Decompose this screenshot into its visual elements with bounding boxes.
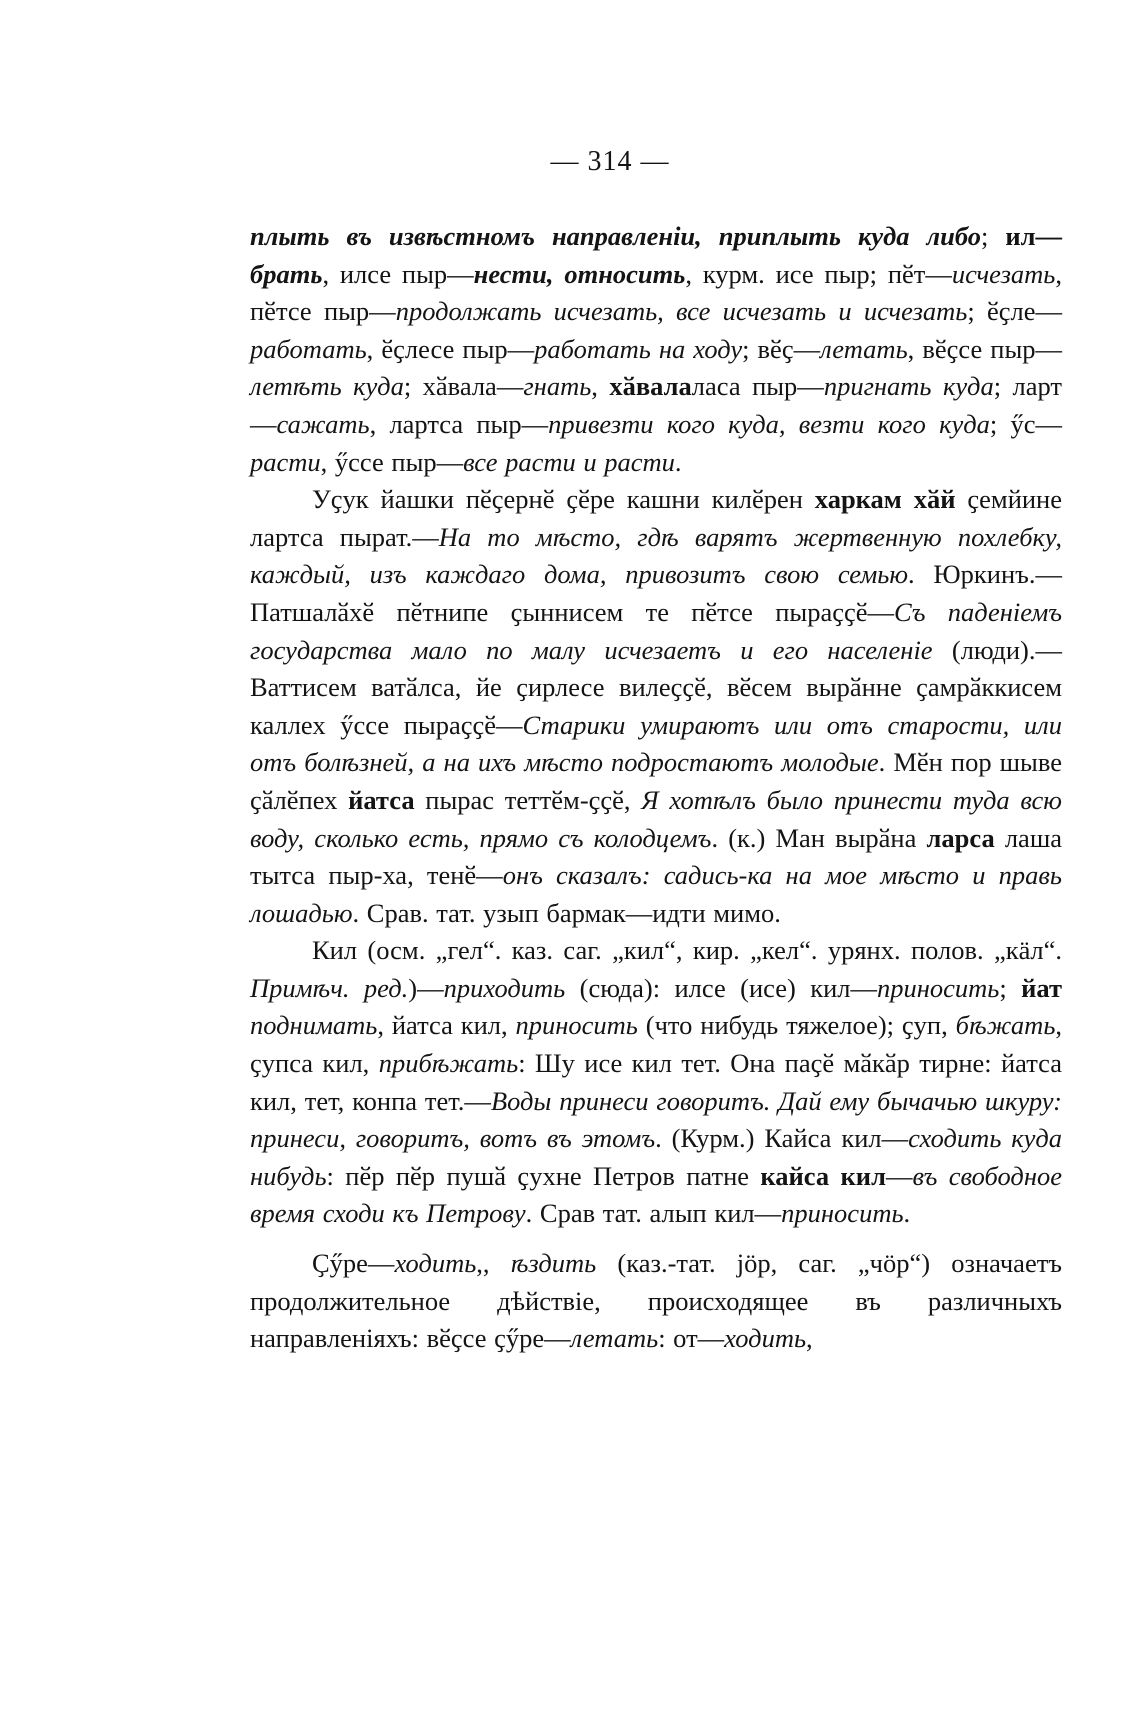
russian-gloss: сходить куда нибудь xyxy=(250,1123,1062,1191)
russian-gloss: летать xyxy=(820,333,908,364)
russian-gloss: Старики умираютъ или отъ старости, или отъ болѣзней, а на ихъ мѣсто подростаютъ молодые xyxy=(250,709,1062,778)
text-run: , курм. исе пыр; пӗт— xyxy=(685,258,952,289)
body-text xyxy=(250,218,1062,1358)
text-run: пырас теттӗм-ҫҫӗ, xyxy=(414,784,642,815)
text-run: : от— xyxy=(658,1323,725,1354)
text-run: , лартса пыр— xyxy=(369,408,549,439)
russian-gloss: плыть въ извѣстномъ направленіи, приплыть куда либо xyxy=(250,221,981,251)
text-run: Уҫук йашки пӗҫернӗ ҫӗре кашни килӗрен xyxy=(312,484,815,515)
russian-gloss: летать xyxy=(570,1323,659,1354)
russian-gloss: привезти кого куда, везти кого куда xyxy=(548,408,990,439)
text-run: , ҫупса кил, xyxy=(250,1010,1063,1079)
text-run: , ӗҫлесе пыр— xyxy=(366,333,535,364)
text-run: лаша тытса пыр-ха, тенӗ— xyxy=(250,822,1062,891)
paragraph xyxy=(250,481,1062,932)
chuvash-term: ил— xyxy=(1005,221,1062,251)
text-run: ; ӗҫле— xyxy=(967,296,1062,327)
russian-gloss: продолжать исчезать, все исчезать и исчезать xyxy=(395,296,968,327)
russian-gloss: гнать xyxy=(523,371,592,402)
russian-gloss: брать xyxy=(250,258,323,289)
text-run: , xyxy=(591,371,610,402)
text-run: . xyxy=(674,446,682,477)
text-run: ҫемйине лартса пырат.— xyxy=(250,484,1062,552)
text-run: — xyxy=(885,1160,913,1191)
text-run: (каз.-тат. јӧр, саг. „чӧр“) означаетъ продолжительное дѣйствіе, происходящее въ различныхъ направленіяхъ: вӗҫсе ҫӳре— xyxy=(250,1248,1062,1354)
russian-gloss: Съ паденіемъ государства мало по малу исчезаетъ и его населеніе xyxy=(250,596,1063,665)
russian-gloss: расти xyxy=(250,446,321,477)
text-run: . Мӗн пор шыве ҫӑлӗпех xyxy=(250,747,1062,815)
russian-gloss: приносить xyxy=(877,972,1000,1003)
text-run: . xyxy=(903,1198,911,1229)
text-run: : Шу исе кил тет. Она паҫӗ мӑкӑр тирне: йатса кил, тет, конпа тет.— xyxy=(250,1048,1062,1116)
russian-gloss: приходить xyxy=(443,972,566,1003)
paragraph xyxy=(250,218,1062,481)
chuvash-term: ларса xyxy=(926,822,995,853)
russian-gloss: приносить xyxy=(515,1010,638,1041)
russian-gloss: онъ сказалъ: садись-ка на мое мѣсто и правь лошадью xyxy=(250,860,1062,928)
text-run: : пӗр пӗр пушӑ ҫухне Петров патне xyxy=(326,1160,761,1191)
text-run: ; xyxy=(999,972,1022,1003)
text-run: ласа пыр— xyxy=(691,371,824,402)
paragraph xyxy=(250,1245,1062,1358)
russian-gloss: поднимать xyxy=(250,1010,378,1041)
text-run: ; ӳс— xyxy=(989,408,1063,439)
russian-gloss: пригнать куда xyxy=(823,371,994,402)
russian-gloss: исчезать xyxy=(951,258,1056,289)
text-run: . Срав. тат. узып бармак—идти мимо. xyxy=(352,897,781,928)
chuvash-term: хӑвала xyxy=(609,371,692,402)
russian-gloss: все расти и расти xyxy=(463,446,675,477)
russian-gloss: ѣздить xyxy=(510,1248,597,1279)
russian-gloss: Примѣч. ред. xyxy=(250,972,409,1003)
paragraph xyxy=(250,932,1062,1233)
text-run: (что нибудь тяжелое); ҫуп, xyxy=(637,1010,956,1041)
russian-gloss: Воды принеси говоритъ. Дай ему бычачью шкуру: принеси, говоритъ, вотъ въ этомъ xyxy=(250,1085,1063,1154)
text-run: , xyxy=(806,1323,813,1354)
text-run: ; хӑвала— xyxy=(403,371,524,402)
chuvash-term: йат xyxy=(1021,972,1062,1003)
russian-gloss: летѣть куда xyxy=(250,371,404,402)
russian-gloss: прибѣжать xyxy=(378,1048,519,1079)
russian-gloss: нести, относить xyxy=(473,258,686,289)
text-run: )— xyxy=(408,972,444,1003)
text-run: , ӳссе пыр— xyxy=(320,446,464,477)
chuvash-term: йатса xyxy=(348,784,415,815)
text-run: (сюда): илсе (исе) кил— xyxy=(565,972,878,1003)
text-run: ,, xyxy=(476,1248,511,1279)
text-run: . (Курм.) Кайса кил— xyxy=(655,1123,909,1154)
text-run: ; вӗҫ— xyxy=(742,333,821,364)
russian-gloss: На то мѣсто, гдѣ варятъ жертвенную похлебку, каждый, изъ каждаго дома, привозитъ свою семью xyxy=(250,521,1063,590)
russian-gloss: сажать xyxy=(276,408,370,439)
text-run: , вӗҫсе пыр— xyxy=(907,333,1063,364)
text-run: . Юркинъ.—Патшалӑхӗ пӗтнипе ҫыннисем те пӗтсе пыраҫҫӗ— xyxy=(250,559,1062,627)
text-run: Ҫӳре— xyxy=(312,1248,395,1279)
text-run: , йатса кил, xyxy=(377,1010,516,1041)
text-run: . Срав тат. алып кил— xyxy=(525,1198,782,1229)
russian-gloss: Я хотѣлъ было принести туда всю воду, сколько есть, прямо съ колодцемъ xyxy=(250,784,1062,853)
russian-gloss: ходить xyxy=(394,1248,477,1279)
text-run: ; xyxy=(980,221,1006,251)
text-run: , илсе пыр— xyxy=(322,258,474,289)
text-run: (люди).—Ваттисем ватӑлса, йе ҫирлесе вилеҫҫӗ, вӗсем вырӑнне ҫамрӑккисем каллех ӳссе пыраҫҫӗ— xyxy=(250,634,1062,740)
text-run: ; ларт— xyxy=(250,371,1062,439)
text-run: Кил (осм. „гел“. каз. саг. „кил“, кир. „кел“. урянх. полов. „кӓл“. xyxy=(312,935,1062,966)
russian-gloss: ходить xyxy=(724,1323,807,1354)
chuvash-term: кайса кил xyxy=(760,1160,886,1191)
russian-gloss: работать на ходу xyxy=(534,333,743,364)
russian-gloss: въ свободное время сходи къ Петрову xyxy=(250,1160,1062,1229)
chuvash-term: харкам хӑй xyxy=(814,484,956,515)
text-run: , пӗтсе пыр— xyxy=(250,258,1062,327)
russian-gloss: работать xyxy=(250,333,367,364)
text-run: . (к.) Ман вырӑна xyxy=(711,822,927,853)
russian-gloss: бѣжать xyxy=(955,1010,1056,1041)
russian-gloss: приносить xyxy=(781,1198,904,1229)
page-number: — 314 — xyxy=(550,146,670,177)
